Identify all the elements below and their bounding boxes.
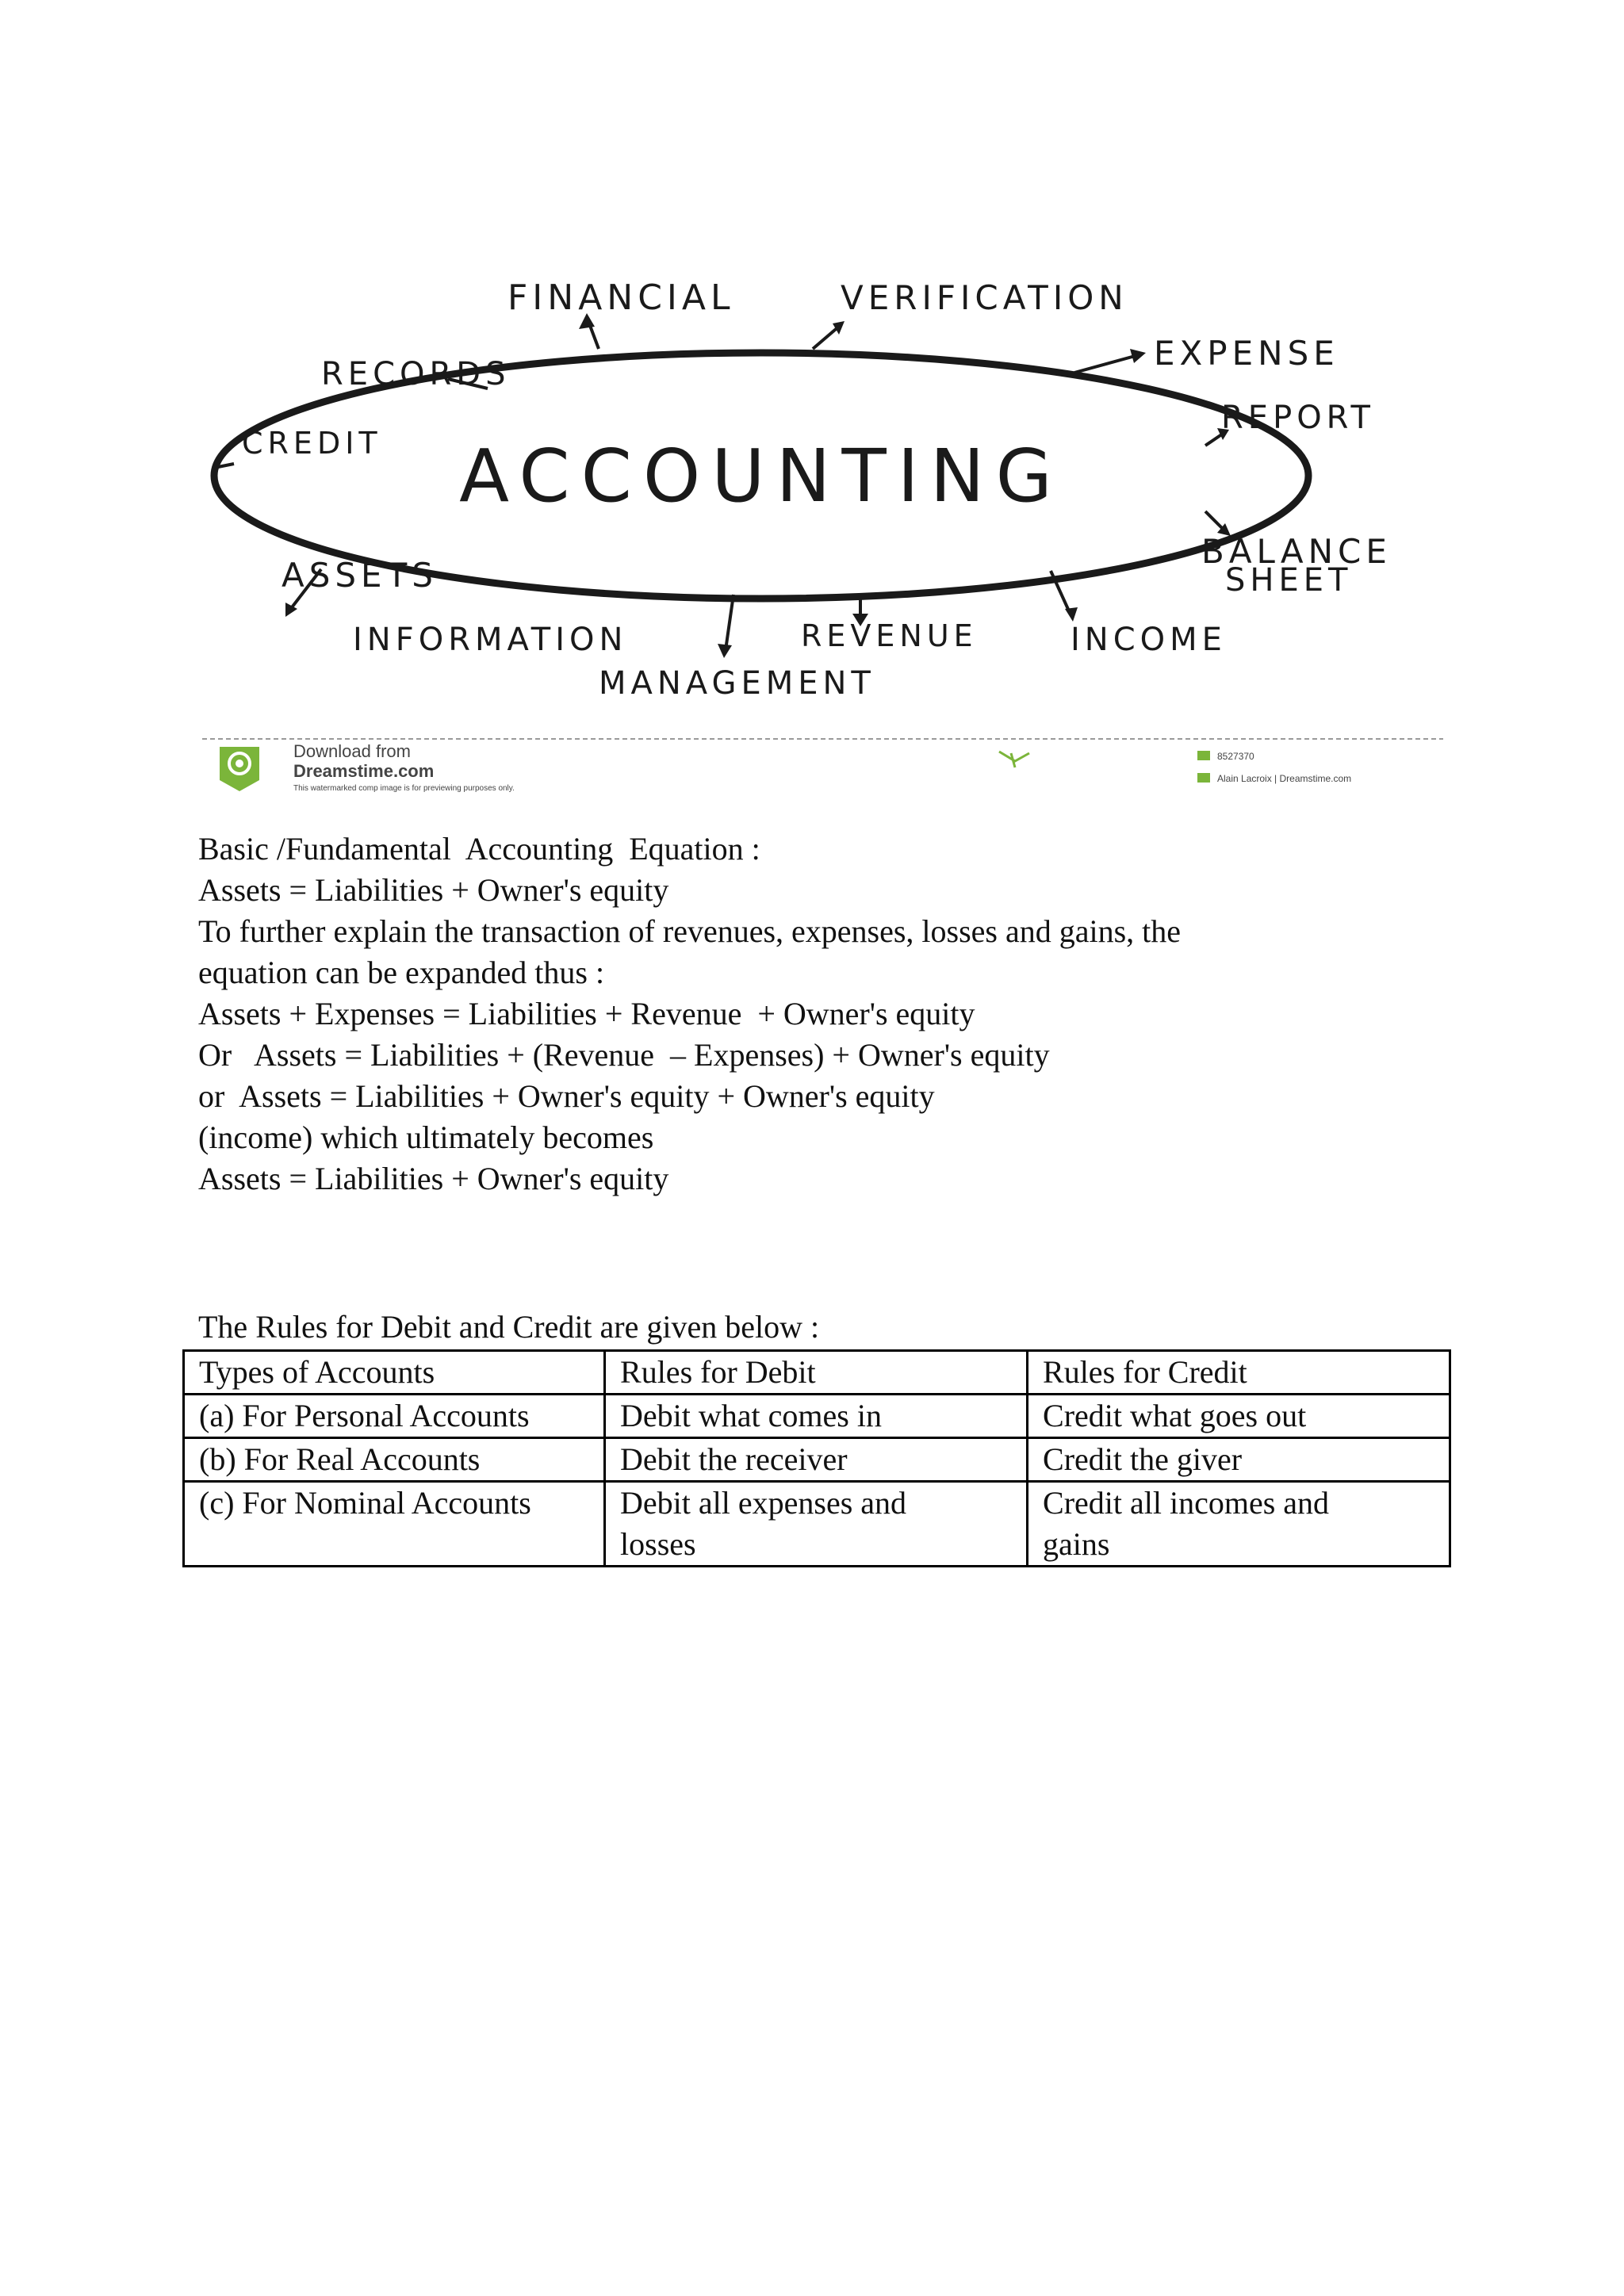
table-cell: (c) For Nominal Accounts <box>184 1482 605 1567</box>
equation-line: equation can be expanded thus : <box>198 955 605 990</box>
table-cell: Debit what comes in <box>605 1395 1028 1438</box>
equation-line: or Assets = Liabilities + Owner's equity + Owner's equity <box>198 1078 935 1114</box>
table-cell: Debit the receiver <box>605 1438 1028 1482</box>
equation-section <box>198 828 1467 1200</box>
equation-line: Assets + Expenses = Liabilities + Revenue + Owner's equity <box>198 996 975 1031</box>
equation-line: Assets = Liabilities + Owner's equity <box>198 1161 669 1196</box>
watermark-line3: This watermarked comp image is for previewing purposes only. <box>293 784 515 793</box>
label-management: MANAGEMENT <box>599 665 875 702</box>
table-row <box>184 1482 1450 1567</box>
label-assets: ASSETS <box>282 556 438 595</box>
table-header-row <box>184 1351 1450 1395</box>
center-label: ACCOUNTING <box>459 434 1063 519</box>
equation-heading: Basic /Fundamental Accounting Equation : <box>198 831 760 867</box>
watermark-logo-icon <box>220 747 259 791</box>
rules-intro: The Rules for Debit and Credit are given below : <box>198 1309 820 1345</box>
label-financial: FINANCIAL <box>508 277 735 318</box>
header-cell: Rules for Credit <box>1028 1351 1450 1395</box>
label-verification: VERIFICATION <box>841 278 1128 317</box>
rules-table <box>182 1349 1451 1567</box>
watermark-credit: Alain Lacroix | Dreamstime.com <box>1217 773 1352 784</box>
table-cell: Credit all incomes and gains <box>1028 1482 1450 1567</box>
header-cell: Types of Accounts <box>184 1351 605 1395</box>
label-balance: BALANCE <box>1201 532 1392 571</box>
label-income: INCOME <box>1071 622 1227 658</box>
label-report: REPORT <box>1221 400 1375 436</box>
table-row <box>184 1395 1450 1438</box>
equation-line: Assets = Liabilities + Owner's equity <box>198 872 669 908</box>
table-row <box>184 1438 1450 1482</box>
label-credit: CREDIT <box>242 426 382 461</box>
table-cell: (b) For Real Accounts <box>184 1438 605 1482</box>
watermark-line2: Dreamstime.com <box>293 761 435 781</box>
accounting-diagram <box>202 238 1443 793</box>
equation-line: To further explain the transaction of revenues, expenses, losses and gains, the <box>198 913 1182 949</box>
watermark-id: 8527370 <box>1217 751 1254 762</box>
watermark-line1: Download from <box>293 741 411 761</box>
label-records: RECORDS <box>321 356 511 392</box>
label-revenue: REVENUE <box>801 618 978 653</box>
table-cell: Debit all expenses and losses <box>605 1482 1028 1567</box>
equation-line: Or Assets = Liabilities + (Revenue – Expenses) + Owner's equity <box>198 1037 1050 1073</box>
label-expense: EXPENSE <box>1154 334 1339 373</box>
label-information: INFORMATION <box>353 622 628 658</box>
watermark-scissors-icon <box>999 752 1029 767</box>
table-cell: Credit what goes out <box>1028 1395 1450 1438</box>
label-sheet: SHEET <box>1225 562 1353 599</box>
header-cell: Rules for Debit <box>605 1351 1028 1395</box>
equation-line: (income) which ultimately becomes <box>198 1119 654 1155</box>
table-cell: (a) For Personal Accounts <box>184 1395 605 1438</box>
table-cell: Credit the giver <box>1028 1438 1450 1482</box>
